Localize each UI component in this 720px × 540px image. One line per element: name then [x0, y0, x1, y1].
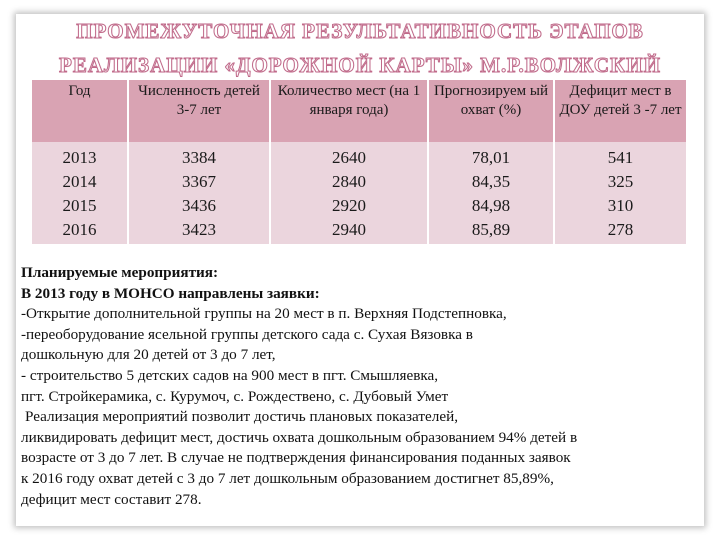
table-header-row: [32, 80, 686, 142]
cell-children: 3423: [128, 218, 270, 244]
body-line: дошкольную для 20 детей от 3 до 7 лет,: [21, 346, 276, 364]
body-line: Реализация мероприятий позволит достичь плановых показателей,: [25, 408, 458, 426]
cell-year: 2016: [32, 218, 128, 244]
cell-year: 2013: [32, 142, 128, 170]
header-year: Год: [32, 80, 128, 142]
body-line: -Открытие дополнительной группы на 20 мест в п. Верхняя Подстепновка,: [21, 305, 507, 323]
cell-coverage: 78,01: [428, 142, 554, 170]
cell-deficit: 541: [554, 142, 686, 170]
body-line: дефицит мест составит 278.: [21, 490, 202, 508]
slide-title-line-2: РЕАЛИЗАЦИИ «ДОРОЖНОЙ КАРТЫ» М.Р.ВОЛЖСКИЙ: [59, 53, 661, 77]
table-row: [32, 218, 686, 244]
cell-deficit: 325: [554, 170, 686, 194]
header-deficit: Дефицит мест в ДОУ детей 3 -7 лет: [554, 80, 686, 142]
cell-coverage: 85,89: [428, 218, 554, 244]
cell-deficit: 310: [554, 194, 686, 218]
cell-coverage: 84,35: [428, 170, 554, 194]
table-row: [32, 142, 686, 170]
cell-coverage: 84,98: [428, 194, 554, 218]
table-row: [32, 170, 686, 194]
cell-children: 3367: [128, 170, 270, 194]
body-line: - строительство 5 детских садов на 900 мест в пгт. Смышляевка,: [21, 366, 439, 384]
header-children-count: Численность детей 3-7 лет: [128, 80, 270, 142]
planned-measures-heading: Планируемые мероприятия:: [21, 264, 219, 281]
body-line: к 2016 году охват детей с 3 до 7 лет дошкольным образованием достигнет 85,89%,: [21, 469, 554, 487]
cell-places: 2640: [270, 142, 428, 170]
body-line: возрасте от 3 до 7 лет. В случае не подтверждения финансирования поданных заявок: [21, 449, 571, 467]
header-coverage: Прогнозируем ый охват (%): [428, 80, 554, 142]
header-places-count: Количество мест (на 1 января года): [270, 80, 428, 142]
body-line: -переоборудование ясельной группы детского сада с. Сухая Вязовка в: [21, 325, 473, 343]
cell-year: 2015: [32, 194, 128, 218]
cell-places: 2920: [270, 194, 428, 218]
slide-title-line-1: ПРОМЕЖУТОЧНАЯ РЕЗУЛЬТАТИВНОСТЬ ЭТАПОВ: [76, 19, 644, 43]
body-line: ликвидировать дефицит мест, достичь охвата дошкольным образованием 94% детей в: [21, 428, 578, 446]
applications-heading: В 2013 году в МОНСО направлены заявки:: [21, 284, 320, 302]
body-line: пгт. Стройкерамика, с. Курумоч, с. Рождествено, с. Дубовый Умет: [21, 387, 449, 405]
cell-year: 2014: [32, 170, 128, 194]
body-text: [21, 263, 701, 510]
cell-children: 3436: [128, 194, 270, 218]
cell-deficit: 278: [554, 218, 686, 244]
table-row: [32, 194, 686, 218]
cell-places: 2840: [270, 170, 428, 194]
stats-table: [32, 80, 686, 244]
cell-children: 3384: [128, 142, 270, 170]
cell-places: 2940: [270, 218, 428, 244]
